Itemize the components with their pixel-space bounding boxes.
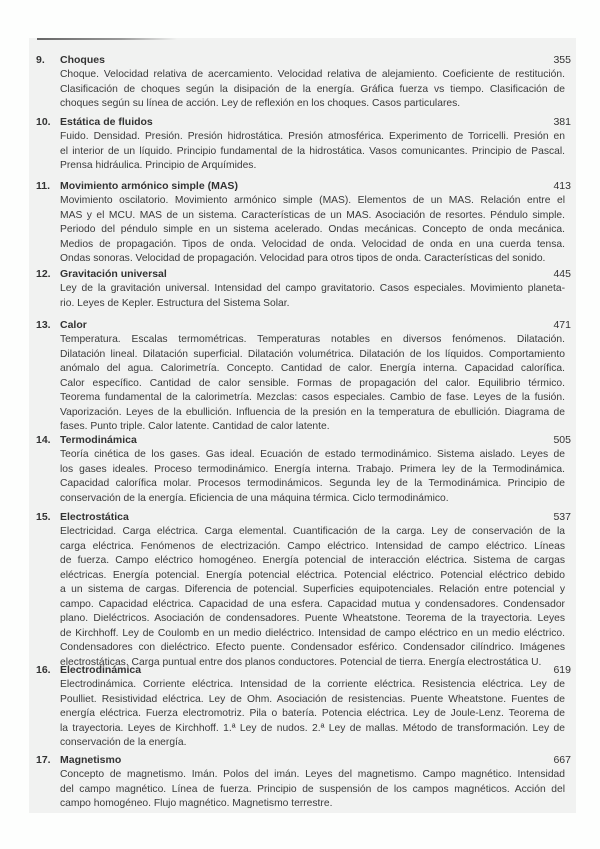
chapter-topics xyxy=(60,333,565,435)
top-rule-divider xyxy=(37,38,177,40)
chapter-topics xyxy=(60,448,565,506)
chapter-title: Choques xyxy=(60,54,105,66)
topic-line: conservación de la energía. xyxy=(60,737,187,748)
topic-line: electrostáticas. Carga puntual entre dos planos conductores. Potencial de tierra. Energía electrostática U. xyxy=(60,656,542,668)
page-number: 413 xyxy=(553,180,571,192)
topic-line: rio. Leyes de Kepler. Estructura del Sistema Solar. xyxy=(60,297,290,309)
topic-line: a un sistema de cargas. Diferencia de potencial. Superficies equipotenciales. Relación entre potencial y xyxy=(60,584,565,595)
topic-line: Movimiento oscilatorio. Movimiento armónico simple (MAS). Elementos de un MAS. Relación entre el xyxy=(60,195,565,206)
topic-line: los gases ideales. Proceso termodinámico. Energía interna. Trabajo. Primera ley de la Termodinámica. xyxy=(60,463,565,475)
chapter-title: Magnetismo xyxy=(60,754,122,766)
topic-line: Dilatación lineal. Dilatación superficial. Dilatación volumétrica. Dilatación de los líquidos. Comportamiento xyxy=(60,348,565,360)
chapter-title: Gravitación universal xyxy=(60,268,167,280)
chapter-number: 15. xyxy=(36,511,51,523)
topic-line: Concepto de magnetismo. Imán. Polos del imán. Leyes del magnetismo. Campo magnético. Intensidad xyxy=(60,769,565,780)
topic-line: Medios de propagación. Tipos de onda. Velocidad de onda. Velocidad de onda en una cuerda tensa. xyxy=(60,238,565,250)
page-number: 505 xyxy=(553,434,571,446)
topic-line: el interior de un líquido. Principio fundamental de la hidrostática. Vasos comunicantes. Principio de Pascal. xyxy=(60,145,565,157)
topic-line: Condensadores con dieléctrico. Efecto puente. Condensador esférico. Condensador cilíndrico. Imágenes xyxy=(60,642,565,653)
topic-line: fases. Punto triple. Calor latente. Cantidad de calor latente. xyxy=(60,421,330,432)
topic-line: Temperatura. Escalas termométricas. Temperaturas notables en diversos fenómenos. Dilatación. xyxy=(60,334,565,345)
chapter-number: 11. xyxy=(36,180,51,192)
page-number: 667 xyxy=(553,754,571,766)
chapter-topics xyxy=(60,678,565,751)
chapter-number: 10. xyxy=(36,116,51,128)
topic-line: Vaporización. Leyes de la ebullición. Influencia de la presión en la temperatura de ebullición. Diagrama de xyxy=(60,406,565,418)
topic-line: la trayectoria. Leyes de Kirchhoff. 1.ª Ley de nudos. 2.ª Ley de mallas. Método de transformación. Ley de xyxy=(60,722,565,734)
chapter-title: Electrostática xyxy=(60,511,129,523)
chapter-topics xyxy=(60,194,565,267)
page-number: 381 xyxy=(553,116,571,128)
topic-line: campo homogéneo. Flujo magnético. Magnetismo terrestre. xyxy=(60,798,333,809)
chapter-number: 9. xyxy=(36,54,45,66)
chapter-number: 16. xyxy=(36,664,51,676)
topic-line: Clasificación de choques según la disipación de la energía. Gráfica fuerza vs tiempo. Clasificación de xyxy=(60,83,565,95)
chapter-number: 12. xyxy=(36,268,51,280)
topic-line: anómalo del agua. Calorimetría. Concepto. Cantidad de calor. Energía interna. Capacidad calorífica. xyxy=(60,363,565,374)
chapter-title: Estática de fluidos xyxy=(60,116,153,128)
topic-line: Electrodinámica. Corriente eléctrica. Intensidad de la corriente eléctrica. Resistencia eléctrica. Ley de xyxy=(60,679,565,690)
chapter-title: Termodinámica xyxy=(60,434,137,446)
topic-line: de Kirchhoff. Ley de Coulomb en un medio dieléctrico. Intensidad de campo eléctrico en un medio eléctrico. xyxy=(60,627,565,639)
topic-line: MAS y el MCU. MAS de un sistema. Características de un MAS. Asociación de resortes. Péndulo simple. xyxy=(60,209,565,221)
page-number: 619 xyxy=(553,664,571,676)
chapter-title: Movimiento armónico simple (MAS) xyxy=(60,180,238,192)
topic-line: Capacidad calorífica molar. Procesos termodinámicos. Segunda ley de la Termodinámica. Principio de xyxy=(60,478,565,489)
topic-line: Teoría cinética de los gases. Gas ideal. Ecuación de estado termodinámico. Sistema aislado. Leyes de xyxy=(60,449,565,460)
topic-line: Fuido. Densidad. Presión. Presión hidrostática. Presión atmosférica. Experimento de Torricelli. Presión en xyxy=(60,131,565,142)
topic-line: energía eléctrica. Fuerza electromotriz. Pila o batería. Potencia eléctrica. Ley de Joule-Lenz. Teorema de xyxy=(60,708,565,719)
page-number: 355 xyxy=(553,54,571,66)
topic-line: Prensa hidráulica. Principio de Arquímides. xyxy=(60,160,257,171)
topic-line: Teorema fundamental de la calorimetría. Mezclas: casos especiales. Cambio de fase. Leyes de la fusión. xyxy=(60,392,565,403)
topic-line: Choque. Velocidad relativa de acercamiento. Velocidad relativa de alejamiento. Coeficiente de restitución. xyxy=(60,69,565,80)
topic-line: eléctricas. Energía potencial. Energía potencial eléctrica. Potencial eléctrico. Potencial eléctrico debido xyxy=(60,569,565,581)
chapter-number: 17. xyxy=(36,754,51,766)
page-number: 471 xyxy=(553,319,571,331)
topic-line: del campo magnético. Línea de fuerza. Principio de suspensión de los campos magnéticos. Acción del xyxy=(60,783,565,795)
page-number: 537 xyxy=(553,511,571,523)
chapter-number: 14. xyxy=(36,434,51,446)
chapter-topics xyxy=(60,768,565,812)
topic-line: Ondas sonoras. Velocidad de propagación. Velocidad para otros tipos de onda. Características del sonido. xyxy=(60,253,546,264)
topic-line: carga eléctrica. Fenómenos de electrización. Campo eléctrico. Intensidad de campo eléctrico. Líneas xyxy=(60,540,565,552)
topic-line: de fuerza. Campo eléctrico homogéneo. Energía potencial de interacción eléctrica. Sistema de cargas xyxy=(60,555,565,566)
chapter-topics xyxy=(60,130,565,174)
chapter-number: 13. xyxy=(36,319,51,331)
topic-line: campo. Capacidad eléctrica. Capacidad de una esfera. Capacidad mutua y condensadores. Condensador xyxy=(60,598,565,610)
chapter-title: Electrodinámica xyxy=(60,664,142,676)
page-number: 445 xyxy=(553,268,571,280)
chapter-topics xyxy=(60,282,565,311)
topic-line: Calor específico. Cantidad de calor sensible. Formas de propagación del calor. Equilibrio térmico. xyxy=(60,377,565,389)
topic-line: Periodo del péndulo simple en un sistema acelerado. Ondas mecánicas. Concepto de onda mecánica. xyxy=(60,224,565,235)
topic-line: Poulliet. Resistividad eléctrica. Ley de Ohm. Asociación de resistencias. Puente Wheatstone. Fuentes de xyxy=(60,693,565,705)
topic-line: plano. Dieléctricos. Asociación de condensadores. Puente Wheatstone. Teorema de la trayectoria. Leyes xyxy=(60,613,565,624)
topic-line: conservación de la energía. Eficiencia de una máquina térmica. Ciclo termodinámico. xyxy=(60,492,449,504)
chapter-topics xyxy=(60,68,565,112)
topic-line: choques según su línea de acción. Ley de reflexión en los choques. Casos particulares. xyxy=(60,98,461,109)
chapter-topics xyxy=(60,525,565,670)
chapter-title: Calor xyxy=(60,319,87,331)
topic-line: Ley de la gravitación universal. Intensidad del campo gravitatorio. Casos especiales. Movimiento planeta- xyxy=(60,283,565,294)
topic-line: Electricidad. Carga eléctrica. Carga elemental. Cuantificación de la carga. Ley de conservación de la xyxy=(60,526,565,537)
